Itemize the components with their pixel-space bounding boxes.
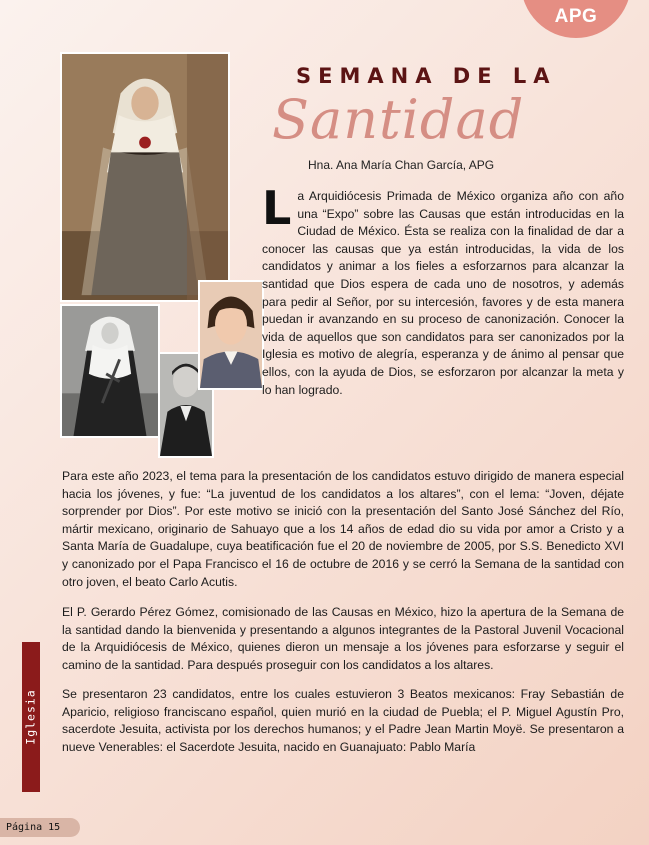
drop-cap: L — [262, 181, 292, 235]
title-line-2: Santidad — [272, 88, 525, 151]
page-number: Página 15 — [0, 818, 80, 837]
photo-nun-standing — [60, 52, 230, 302]
badge-label: APG — [554, 6, 598, 27]
photo-carlo-portrait — [198, 280, 264, 390]
intro-paragraph — [262, 181, 624, 399]
nun-crucifix-image — [62, 306, 158, 436]
paragraph-1: Para este año 2023, el tema para la presentación de los candidatos estuvo dirigido de manera especial hacia los jóvenes, y fue: “La juventud de los candidatos a los altares”, con el lema: “Joven, déjate sorprender por Dios”. Por este motivo se inició con la presentación del Santo José Sánchez del Río, mártir mexicano, originario de Sahuayo que a los 14 años de edad dio su vida por amor a Cristo y a Santa María de Guadalupe, cuya beatificación fue el 20 de noviembre de 2005, por S.S. Benedicto XVI y canonizado por el Papa Francisco el 16 de octubre de 2016 y se cerró la Semana de la santidad con otro joven, el beato Carlo Acutis. — [62, 469, 624, 589]
section-tab-label: Iglesia — [24, 689, 38, 745]
nun-standing-image — [62, 54, 228, 300]
apg-badge — [521, 0, 631, 38]
paragraph-2: El P. Gerardo Pérez Gómez, comisionado de las Causas en México, hizo la apertura de la Semana de la santidad dando la bienvenida y presentando a algunos integrantes de la Pastoral Juvenil Vocacional de la Arquidiócesis de México, quienes dieron un mensaje a los jóvenes para esforzarse y seguir el camino de la santidad. Para después proseguir con los candidatos a los altares. — [62, 605, 624, 672]
paragraph-3: Se presentaron 23 candidatos, entre los cuales estuvieron 3 Beatos mexicanos: Fray Sebastián de Aparicio, religioso franciscano español, quien murió en la ciudad de Puebla; el P. Miguel Agustín Pro, sacerdote Jesuita, activista por los derechos humanos; y el Padre Jean Martin Moyë. Se presentaron a nueve Venerables: el Sacerdote Jesuita, nacido en Guanajuato: Pablo María — [62, 687, 624, 754]
carlo-portrait-image — [200, 282, 262, 388]
intro-text: a Arquidiócesis Primada de México organiza año con año una “Expo” sobre las Causas que están introducidas en la Ciudad de México. Ésta se realiza con la finalidad de dar a conocer las causas que ya están introducidas, la vida de los candidatos y animar a los fieles a esforzarnos para alcanzar la santidad que Dios espera de cada uno de nosotros, y además para pedir al Señor, por su intercesión, favores y de esta manera puedan ir avanzando en su proceso de canonización. Conocer la vida de aquellos que son candidatos para ser canonizados por la Iglesia es motivo de alegría, esperanza y de ánimo al pensar que ellos, con la ayuda de Dios, se esforzaron por alcanzar la meta y lo han logrado. — [262, 189, 624, 397]
title-line-1: SEMANA DE LA — [296, 64, 557, 88]
photo-nun-crucifix — [60, 304, 160, 438]
byline: Hna. Ana María Chan García, APG — [308, 158, 495, 172]
section-tab — [22, 642, 40, 792]
